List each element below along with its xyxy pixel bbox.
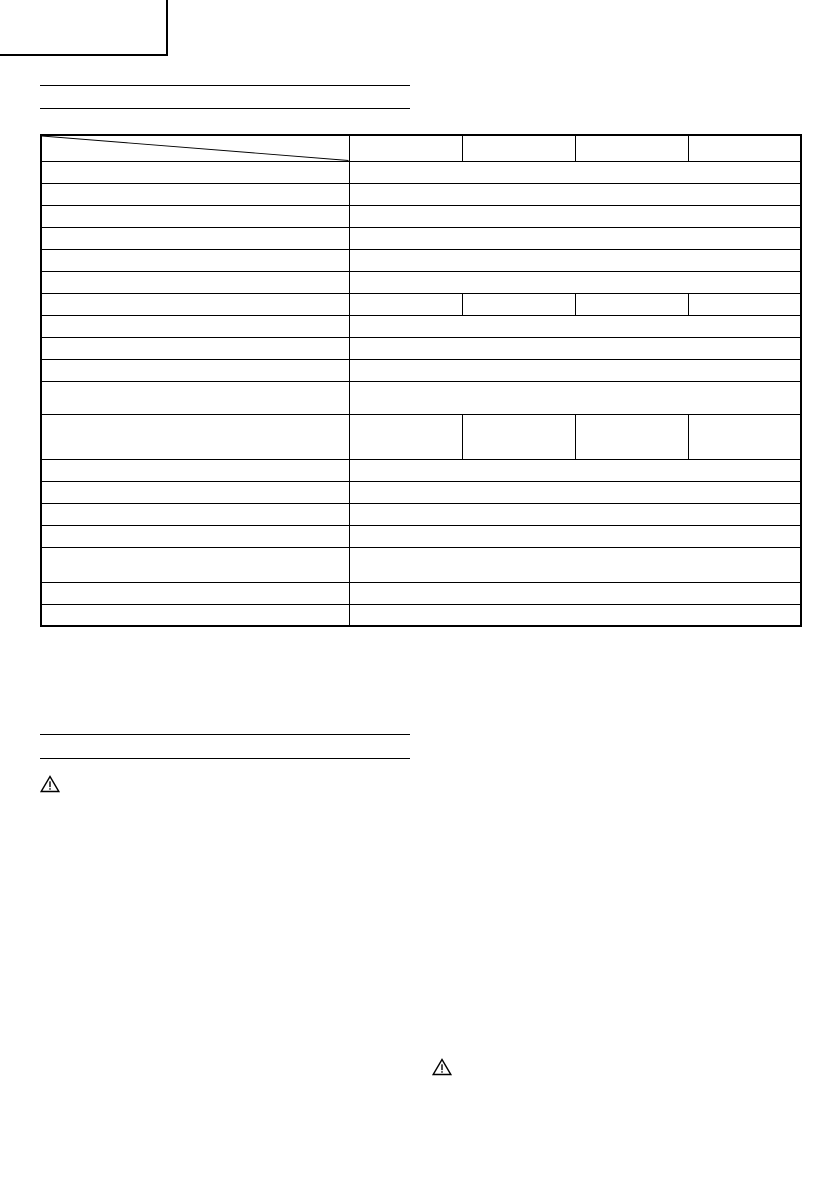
row-value: [349, 503, 801, 525]
warning-icon: [40, 775, 60, 793]
row-value: [688, 293, 801, 315]
row-label: [41, 525, 349, 547]
table-row: [41, 205, 801, 227]
section-rule-bottom: [40, 758, 410, 759]
warning-icon: [432, 1058, 452, 1076]
table-row: [41, 547, 801, 582]
row-value: [349, 459, 801, 481]
row-label: [41, 547, 349, 582]
table-row: [41, 459, 801, 481]
table-row: [41, 271, 801, 293]
row-label: [41, 227, 349, 249]
model-column-4: [688, 135, 801, 161]
row-value: [349, 293, 462, 315]
row-value: [349, 161, 801, 183]
row-value: [688, 414, 801, 459]
row-value: [575, 414, 688, 459]
table-row: [41, 381, 801, 414]
row-label: [41, 604, 349, 626]
table-row: [41, 249, 801, 271]
table-row: [41, 525, 801, 547]
specifications-table: [40, 134, 802, 627]
row-label: [41, 481, 349, 503]
row-value: [349, 249, 801, 271]
row-value: [349, 414, 462, 459]
row-value: [349, 481, 801, 503]
section-rule-top: [40, 85, 410, 86]
table-row: [41, 161, 801, 183]
table-row: [41, 503, 801, 525]
row-value: [462, 293, 575, 315]
row-label: [41, 337, 349, 359]
table-header-row: [41, 135, 801, 161]
row-label: [41, 315, 349, 337]
row-label: [41, 293, 349, 315]
model-column-1: [349, 135, 462, 161]
row-value: [349, 337, 801, 359]
row-value: [462, 414, 575, 459]
row-label: [41, 381, 349, 414]
row-value: [575, 293, 688, 315]
row-label: [41, 459, 349, 481]
row-label: [41, 205, 349, 227]
row-value: [349, 205, 801, 227]
row-value: [349, 183, 801, 205]
table-row: [41, 582, 801, 604]
page-corner-tab: [0, 0, 168, 56]
model-column-3: [575, 135, 688, 161]
row-label: [41, 183, 349, 205]
warning-icon: [432, 1058, 452, 1076]
table-row: [41, 481, 801, 503]
row-label: [41, 359, 349, 381]
table-row: [41, 183, 801, 205]
table-row: [41, 359, 801, 381]
table-row: [41, 414, 801, 459]
warning-icon: [40, 775, 60, 793]
row-label: [41, 582, 349, 604]
row-value: [349, 315, 801, 337]
table-row: [41, 604, 801, 626]
header-diagonal-cell: [41, 135, 349, 161]
table-row: [41, 227, 801, 249]
row-value: [349, 547, 801, 582]
table-row: [41, 337, 801, 359]
row-value: [349, 359, 801, 381]
row-value: [349, 582, 801, 604]
diagonal-line: [42, 136, 349, 161]
row-value: [349, 604, 801, 626]
row-value: [349, 525, 801, 547]
row-value: [349, 227, 801, 249]
table-row: [41, 315, 801, 337]
row-label: [41, 271, 349, 293]
row-label: [41, 161, 349, 183]
table-row: [41, 293, 801, 315]
row-label: [41, 249, 349, 271]
row-value: [349, 381, 801, 414]
row-label: [41, 503, 349, 525]
section-rule-top: [40, 734, 410, 735]
row-label: [41, 414, 349, 459]
section-rule-bottom: [40, 108, 410, 109]
row-value: [349, 271, 801, 293]
model-column-2: [462, 135, 575, 161]
